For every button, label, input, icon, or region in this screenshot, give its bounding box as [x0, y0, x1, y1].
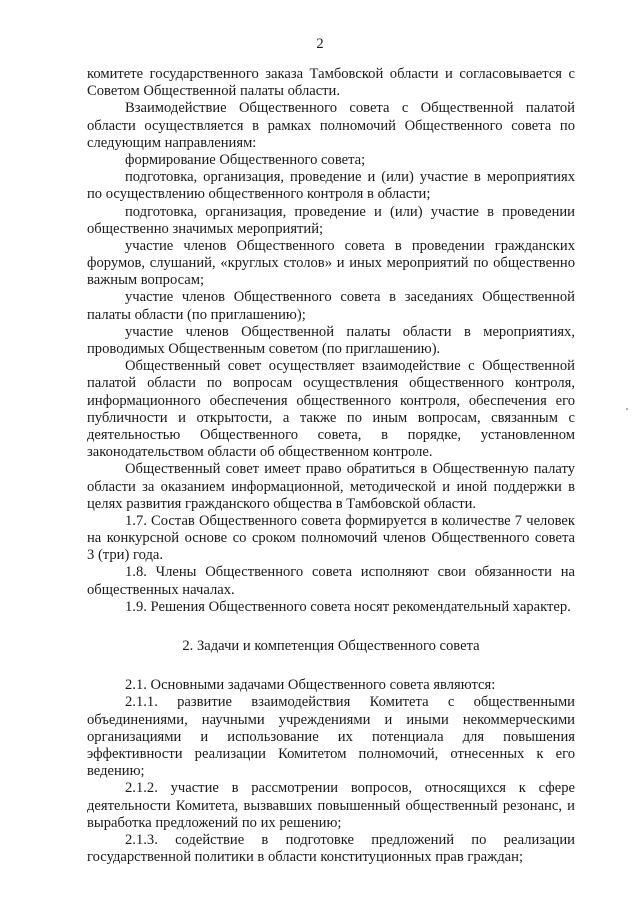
- page-number: 2: [316, 36, 324, 52]
- text-line: Общественный совет осуществляет взаимодействие с Общественной: [125, 358, 575, 375]
- text-line: подготовка, организация, проведение и (или) участие в проведении: [125, 203, 575, 220]
- text-line: организациями и использование их потенциала для повышения: [87, 728, 575, 745]
- text-line: 1.9. Решения Общественного совета носят рекомендательный характер.: [125, 598, 571, 615]
- text-line: целях развития гражданского общества в Тамбовской области.: [87, 495, 477, 512]
- text-line: Взаимодействие Общественного совета с Общественной палатой: [125, 100, 575, 117]
- text-line: 3 (три) года.: [87, 547, 164, 564]
- text-line: 1.7. Состав Общественного совета формируется в количестве 7 человек: [125, 512, 575, 529]
- text-line: 2.1.2. участие в рассмотрении вопросов, относящихся к сфере: [125, 780, 575, 797]
- text-line: Советом Общественной палаты области.: [87, 83, 341, 100]
- text-line: общественно значимых мероприятий;: [87, 220, 324, 237]
- spacer: [87, 616, 575, 638]
- text-line: ведению;: [87, 763, 145, 780]
- text-line: комитете государственного заказа Тамбовской области и согласовывается с: [87, 66, 575, 82]
- text-line: области осуществляется в рамках полномочий Общественного совета по: [87, 117, 575, 134]
- text-line: государственной политики в области конституционных прав граждан;: [87, 849, 523, 866]
- text-line: форумов, слушаний, «круглых столов» и иных мероприятий по общественно: [87, 255, 575, 272]
- section-heading: 2. Задачи и компетенция Общественного совета: [182, 638, 480, 654]
- text-line: деятельности Комитета, вызвавших повышенный общественный резонанс, и: [87, 797, 575, 814]
- document-body: [87, 66, 575, 866]
- text-line: формирование Общественного совета;: [125, 151, 366, 168]
- text-line: деятельностью Общественного совета, в порядке, установленном: [87, 426, 575, 443]
- text-line: проводимых Общественным советом (по приглашению).: [87, 341, 441, 357]
- text-line: участие членов Общественного совета в проведении гражданских: [125, 237, 575, 254]
- spacer: [87, 655, 575, 677]
- text-line: палаты области (по приглашению);: [87, 306, 306, 323]
- text-line: участие членов Общественного совета в заседаниях Общественной: [125, 289, 575, 306]
- text-line: по осуществлению общественного контроля в области;: [87, 186, 431, 203]
- text-line: информационного обеспечения общественного контроля, обеспечения его: [87, 392, 575, 409]
- text-line: палатой области по вопросам осуществления общественного контроля,: [87, 375, 575, 392]
- text-line: подготовка, организация, проведение и (или) участие в мероприятиях: [125, 169, 575, 186]
- text-line: эффективности реализации Комитетом полномочий, отнесенных к его: [87, 745, 575, 762]
- text-line: объединениями, научными учреждениями и иными некоммерческими: [87, 711, 575, 728]
- text-line: Общественный совет имеет право обратиться в Общественную палату: [125, 461, 575, 478]
- text-line: 1.8. Члены Общественного совета исполняют свои обязанности на: [125, 564, 575, 581]
- text-line: участие членов Общественной палаты области в мероприятиях,: [125, 323, 575, 340]
- text-line: 2.1.1. развитие взаимодействия Комитета с общественными: [125, 694, 575, 711]
- text-line: законодательством области об общественном контроле.: [87, 444, 433, 461]
- scan-speck: [626, 408, 628, 410]
- text-line: выработка предложений по их решению;: [87, 814, 342, 831]
- text-line: следующим направлениям:: [87, 134, 257, 151]
- text-line: области за оказанием информационной, методической и иной поддержки в: [87, 478, 575, 495]
- text-line: 2.1.3. содействие в подготовке предложений по реализации: [125, 831, 575, 848]
- text-line: на конкурсной основе со сроком полномочий членов Общественного совета: [87, 530, 575, 547]
- text-line: 2.1. Основными задачами Общественного совета являются:: [125, 677, 496, 694]
- text-line: общественных началах.: [87, 581, 235, 598]
- text-line: публичности и открытости, а также по иным вопросам, связанным с: [87, 409, 575, 426]
- text-line: важным вопросам;: [87, 272, 205, 289]
